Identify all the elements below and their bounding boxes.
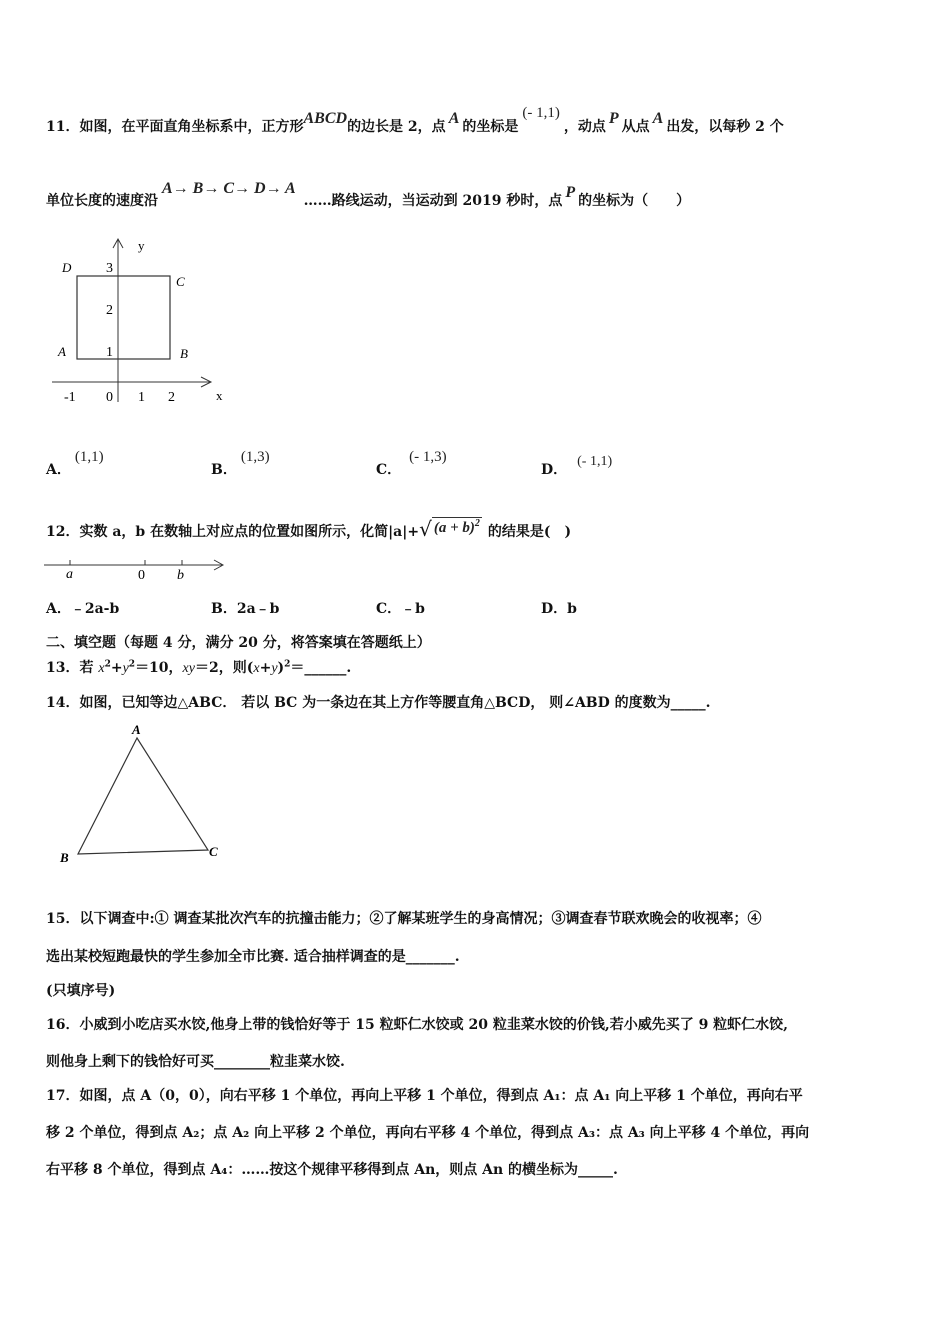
label-a: a bbox=[66, 567, 73, 582]
q17-line1: 17．如图，点 A（0，0），向右平移 1 个单位，再向上平移 1 个单位，得到点 A₁：点 A₁ 向上平移 1 个单位，再向右平 bbox=[46, 1088, 803, 1104]
y-tick-2: 2 bbox=[106, 303, 113, 318]
q13: 13．若 $x^2+y^2=10$，xy＝2，则$(x+y)^2=\_\_\_\_\_\_$. bbox=[46, 659, 352, 676]
vertex-a: A bbox=[132, 722, 141, 737]
q11-option-c[interactable]: C．(- 1,3) bbox=[376, 449, 447, 478]
q11-abcd: ABCD bbox=[303, 110, 348, 127]
corner-b: B bbox=[180, 346, 188, 361]
q12-option-d[interactable]: D．b bbox=[541, 601, 577, 617]
x-tick-2: 2 bbox=[168, 390, 175, 405]
q11-line2: 单位长度的速度沿A→ B→ C→ D→ A……路线运动，当运动到 2019 秒时，点 P 的坐标为（ ） bbox=[46, 180, 691, 209]
q11-path: A→ B→ C→ D→ A bbox=[162, 180, 296, 197]
corner-c: C bbox=[176, 274, 185, 289]
vertex-c: C bbox=[209, 844, 218, 859]
q11-option-d[interactable]: D．(- 1,1) bbox=[541, 454, 613, 478]
q17-line3: 右平移 8 个单位，得到点 A₄：……按这个规律平移得到点 An，则点 An 的横坐标为_____. bbox=[46, 1162, 618, 1178]
label-0: 0 bbox=[138, 568, 145, 583]
q17-line2: 移 2 个单位，得到点 A₂；点 A₂ 向上平移 2 个单位，再向右平移 4 个单位，得到点 A₃：点 A₃ 向上平移 4 个单位，再向 bbox=[46, 1125, 810, 1141]
section-2-heading: 二、填空题（每题 4 分，满分 20 分，将答案填在答题纸上） bbox=[46, 635, 431, 651]
x-tick-1: 1 bbox=[138, 390, 145, 405]
x-tick-neg1: -1 bbox=[64, 390, 76, 405]
q14-triangle-figure bbox=[56, 720, 236, 870]
q14-stem: 14．如图，已知等边△ABC． 若以 BC 为一条边在其上方作等腰直角△BCD， 则∠ABD 的度数为_____. bbox=[46, 695, 711, 711]
q12-option-b[interactable]: B．2a﹣b bbox=[211, 601, 280, 617]
q11-coord-a: (- 1,1) bbox=[522, 105, 560, 121]
sqrt-sign: √ bbox=[419, 517, 432, 541]
label-b: b bbox=[177, 568, 184, 583]
q15-line3: (只填序号) bbox=[46, 983, 116, 999]
q16-line2: 则他身上剩下的钱恰好可买________粒韭菜水饺. bbox=[46, 1054, 345, 1070]
q11-line1: 11．如图，在平面直角坐标系中，正方形ABCD的边长是 2，点 A 的坐标是(- 1,1)，动点 P 从点 A 出发，以每秒 2 个 bbox=[46, 105, 784, 135]
q11-option-b[interactable]: B．(1,3) bbox=[211, 449, 270, 478]
x-tick-0: 0 bbox=[106, 390, 113, 405]
x-axis-label: x bbox=[216, 388, 223, 403]
q12-option-c[interactable]: C．﹣b bbox=[376, 601, 425, 617]
y-tick-1: 1 bbox=[106, 345, 113, 360]
triangle-abc bbox=[78, 738, 208, 854]
q12-option-a[interactable]: A．﹣2a-b bbox=[46, 601, 120, 617]
sqrt-radicand: $(a + b)^2$ bbox=[433, 518, 480, 536]
y-tick-3: 3 bbox=[106, 261, 113, 276]
square-abcd bbox=[77, 276, 170, 359]
vertex-b: B bbox=[60, 850, 69, 865]
q15-line2: 选出某校短跑最快的学生参加全市比赛. 适合抽样调查的是_______. bbox=[46, 949, 460, 965]
q15-line1: 15．以下调查中:① 调查某批次汽车的抗撞击能力；②了解某班学生的身高情况；③调查春节联欢晚会的收视率；④ bbox=[46, 911, 762, 927]
q11-option-a[interactable]: A．(1,1) bbox=[46, 449, 104, 478]
q16-line1: 16．小威到小吃店买水饺,他身上带的钱恰好等于 15 粒虾仁水饺或 20 粒韭菜水饺的价钱,若小威先买了 9 粒虾仁水饺, bbox=[46, 1017, 789, 1033]
y-axis-label: y bbox=[138, 238, 145, 253]
corner-a: A bbox=[58, 344, 66, 359]
corner-d: D bbox=[62, 260, 72, 275]
q11-square-figure bbox=[50, 232, 240, 412]
q12-stem: 12．实数 a，b 在数轴上对应点的位置如图所示，化简|a|+√ $(a + b)^2$的结果是( ) bbox=[46, 517, 572, 541]
q12-number-line bbox=[44, 552, 234, 586]
